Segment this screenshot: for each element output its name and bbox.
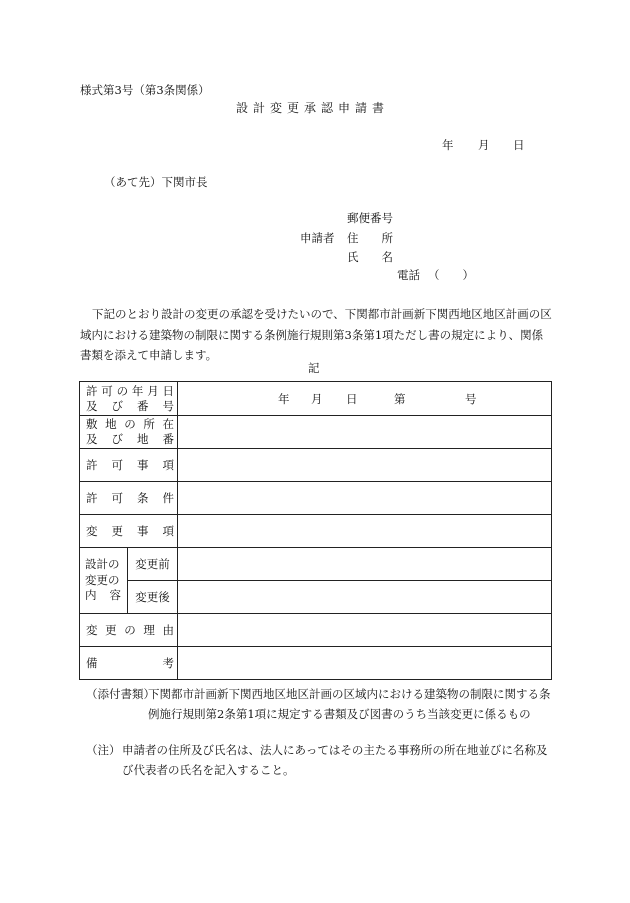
- date-day: 日: [513, 138, 525, 152]
- date-month: 月: [478, 138, 490, 152]
- applicant-label: 申請者: [300, 231, 335, 245]
- site-label-line2: 及 び 地 番: [86, 432, 174, 446]
- footnote: [86, 740, 552, 780]
- phone-label: 電話: [397, 268, 420, 282]
- table-row: [80, 581, 552, 614]
- table-row: [80, 548, 552, 581]
- after-change-label: 変更後: [128, 581, 178, 614]
- footnote-text: 申請者の住所及び氏名は、法人にあってはその主たる事務所の所在地並びに名称及び代表者の氏名を記入すること。: [122, 743, 548, 777]
- remarks-label: 備 考: [80, 647, 178, 680]
- record-heading: 記: [308, 361, 320, 375]
- before-change-label: 変更前: [128, 548, 178, 581]
- change-matter-label: 変 更 事 項: [80, 515, 178, 548]
- body-paragraph: 下記のとおり設計の変更の承認を受けたいので、下関都市計画新下関西地区地区計画の区域内における建築物の制限に関する条例施行規則第3条第1項ただし書の規定により、関係書類を添えて申請します。: [80, 307, 552, 362]
- site-location-value[interactable]: [178, 416, 552, 449]
- site-label-line1: 敷 地 の 所 在: [86, 417, 174, 431]
- table-row: [80, 482, 552, 515]
- application-table: [79, 381, 552, 680]
- site-location-label: [80, 416, 178, 449]
- attachment-note: [86, 684, 552, 724]
- table-row: [80, 382, 552, 416]
- change-reason-value[interactable]: [178, 614, 552, 647]
- attachment-text: 下関都市計画新下関西地区地区計画の区域内における建築物の制限に関する条例施行規則第2条第1項に規定する書類及び図書のうち当該変更に係るもの: [148, 687, 551, 721]
- after-change-value[interactable]: [178, 581, 552, 614]
- change-reason-label: 変 更 の 理 由: [80, 614, 178, 647]
- table-row: [80, 647, 552, 680]
- permit-matter-label: 許 可 事 項: [80, 449, 178, 482]
- postal-code-label: 郵便番号: [347, 211, 393, 225]
- remarks-value[interactable]: [178, 647, 552, 680]
- name-label: 氏 名: [347, 250, 393, 264]
- permit-date-label-line1: 許 可 の 年 月 日: [86, 383, 174, 398]
- attachment-label: （添付書類）: [86, 687, 155, 701]
- phone-parens: （ ）: [428, 268, 474, 282]
- footnote-label: （注）: [86, 743, 121, 757]
- permit-condition-label: 許 可 条 件: [80, 482, 178, 515]
- permit-date-value[interactable]: 年 月 日 第 号: [178, 382, 552, 416]
- permit-date-label-line2: 及 び 番 号: [86, 398, 174, 413]
- table-row: [80, 449, 552, 482]
- table-row: [80, 614, 552, 647]
- change-matter-value[interactable]: [178, 515, 552, 548]
- form-number: 様式第3号（第3条関係）: [80, 83, 210, 97]
- permit-date-label: [80, 382, 178, 416]
- table-row: [80, 515, 552, 548]
- before-change-value[interactable]: [178, 548, 552, 581]
- table-row: [80, 416, 552, 449]
- page-title: 設計変更承認申請書: [236, 101, 390, 115]
- address-label: 住 所: [347, 231, 393, 245]
- addressee: （あて先）下関市長: [104, 175, 208, 189]
- permit-matter-value[interactable]: [178, 449, 552, 482]
- permit-condition-value[interactable]: [178, 482, 552, 515]
- date-year: 年: [442, 138, 454, 152]
- design-change-label: 設計の 変更の 内 容: [80, 548, 128, 614]
